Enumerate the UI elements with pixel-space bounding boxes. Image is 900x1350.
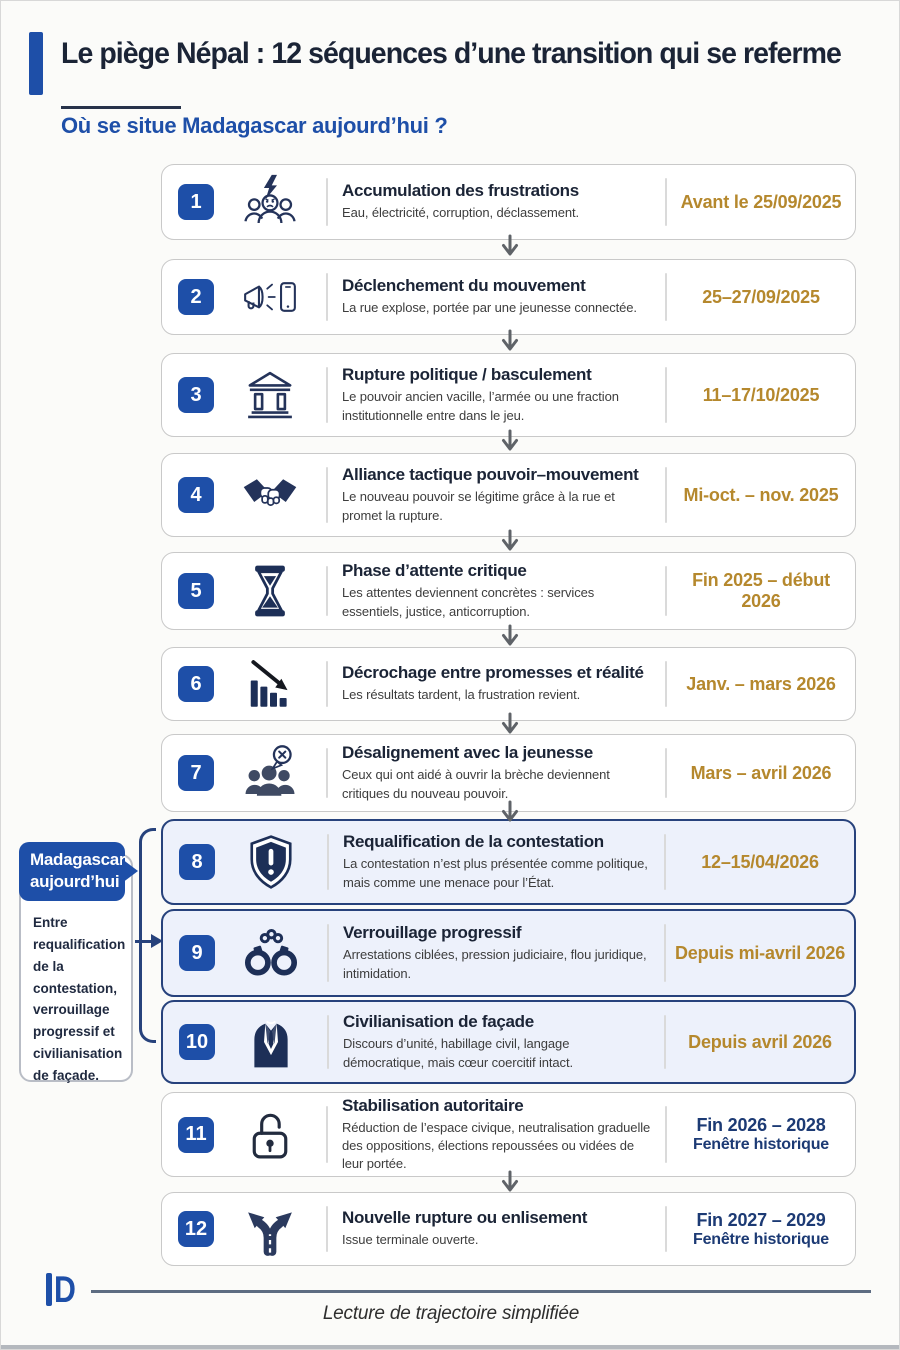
step-number: 4 xyxy=(190,483,202,506)
step-date: Fin 2026 – 2028 xyxy=(696,1115,826,1135)
step-texts xyxy=(328,1096,665,1174)
step-date-box xyxy=(667,1210,855,1249)
step-date-box xyxy=(667,1115,855,1154)
step-description: Ceux qui ont aidé à ouvrir la brèche deviennent critiques du nouveau pouvoir. xyxy=(342,767,610,801)
step-description: Discours d’unité, habillage civil, langage démocratique, mais cœur coercitif intact. xyxy=(343,1036,573,1070)
fork-road-icon xyxy=(214,1201,326,1257)
step-number-badge xyxy=(178,666,214,702)
step-texts xyxy=(328,1208,665,1249)
step-date-box xyxy=(666,852,854,873)
step-number: 6 xyxy=(190,672,202,695)
step-number: 1 xyxy=(190,190,202,213)
step-date-secondary: Fenêtre historique xyxy=(693,1136,829,1153)
sequence-card xyxy=(161,552,856,630)
step-description: Issue terminale ouverte. xyxy=(342,1232,479,1248)
annotation-banner: Madagascar aujourd’hui xyxy=(19,842,125,901)
step-date: Fin 2027 – 2029 xyxy=(696,1209,826,1230)
sequence-card xyxy=(161,1192,856,1266)
page-title: Le piège Népal : 12 séquences d’une transition qui se referme xyxy=(61,37,841,70)
step-title: Alliance tactique pouvoir–mouvement xyxy=(342,465,639,485)
page-bottom-strip xyxy=(1,1345,899,1349)
step-number-badge xyxy=(178,279,214,315)
step-date-box xyxy=(666,1032,854,1053)
step-description: Les résultats tardent, la frustration revient. xyxy=(342,687,581,703)
step-number-badge xyxy=(178,1117,214,1153)
page-subtitle: Où se situe Madagascar aujourd’hui ? xyxy=(61,113,448,138)
sequence-card xyxy=(161,453,856,537)
step-date-box xyxy=(667,192,855,213)
hourglass-icon xyxy=(214,563,326,619)
step-description: Les attentes deviennent concrètes : services essentiels, justice, anticorruption. xyxy=(342,585,595,619)
step-number: 2 xyxy=(190,285,202,308)
step-date-box xyxy=(667,570,855,612)
step-texts xyxy=(328,181,665,222)
annotation-arrow-icon xyxy=(151,934,163,948)
flow-arrow-icon xyxy=(501,234,519,260)
step-number: 11 xyxy=(185,1123,207,1145)
step-number: 8 xyxy=(191,850,203,873)
handcuffs-icon xyxy=(215,925,327,981)
step-title: Stabilisation autoritaire xyxy=(342,1095,524,1115)
step-date-box xyxy=(667,674,855,695)
step-date-box xyxy=(667,287,855,308)
logo-letter: D xyxy=(54,1268,76,1310)
step-number-badge xyxy=(179,935,215,971)
step-date: Mars – avril 2026 xyxy=(690,762,832,783)
step-description: Le nouveau pouvoir se légitime grâce à la rue et promet la rupture. xyxy=(342,489,615,523)
step-date-box xyxy=(667,763,855,784)
government-building-icon xyxy=(214,367,326,423)
step-number: 10 xyxy=(185,1030,209,1053)
step-number-badge xyxy=(179,1024,215,1060)
step-texts xyxy=(328,561,665,620)
annotation-banner-pointer xyxy=(122,859,138,883)
handshake-icon xyxy=(214,467,326,523)
step-date-box xyxy=(666,943,854,964)
step-texts xyxy=(328,276,665,317)
sequence-card xyxy=(161,909,856,997)
step-title: Décrochage entre promesses et réalité xyxy=(342,663,644,683)
sequence-card xyxy=(161,647,856,721)
step-title: Civilianisation de façade xyxy=(343,1012,534,1032)
timeline xyxy=(1,1,899,1349)
step-number: 3 xyxy=(190,383,202,406)
sequence-card xyxy=(161,164,856,240)
step-title: Désalignement avec la jeunesse xyxy=(342,743,593,763)
step-texts xyxy=(328,663,665,704)
flow-arrow-icon xyxy=(501,1170,519,1196)
footer-caption: Lecture de trajectoire simplifiée xyxy=(322,1303,580,1324)
sequence-card xyxy=(161,1092,856,1177)
step-date-box xyxy=(667,385,855,406)
step-date: Depuis avril 2026 xyxy=(688,1031,832,1052)
sequence-card xyxy=(161,259,856,335)
flow-arrow-icon xyxy=(501,712,519,738)
chart-down-icon xyxy=(214,656,326,712)
step-number-badge xyxy=(178,755,214,791)
flow-arrow-icon xyxy=(501,800,519,826)
step-number-badge xyxy=(178,573,214,609)
step-date: 25–27/09/2025 xyxy=(702,286,820,307)
step-date: Fin 2025 – début 2026 xyxy=(692,570,830,611)
step-description: Le pouvoir ancien vacille, l’armée ou une fraction institutionnelle entre dans le jeu. xyxy=(342,389,619,423)
step-number: 9 xyxy=(191,941,203,964)
padlock-open-icon xyxy=(214,1107,326,1163)
step-date-secondary: Fenêtre historique xyxy=(693,1230,829,1248)
step-texts xyxy=(328,465,665,524)
step-date-box xyxy=(667,485,855,506)
step-date: Avant le 25/09/2025 xyxy=(680,191,842,212)
step-title: Phase d’attente critique xyxy=(342,561,527,581)
step-title: Accumulation des frustrations xyxy=(342,181,579,201)
step-description: La contestation n’est plus présentée comme politique, mais comme une menace pour l’État. xyxy=(343,856,648,890)
shield-exclamation-icon xyxy=(215,834,327,890)
step-date: Janv. – mars 2026 xyxy=(686,673,836,694)
step-title: Requalification de la contestation xyxy=(343,832,604,852)
step-texts xyxy=(329,923,664,982)
megaphone-phone-icon xyxy=(214,269,326,325)
step-description: Eau, électricité, corruption, déclassement. xyxy=(342,205,580,221)
crowd-bolt-icon xyxy=(214,174,326,230)
step-texts xyxy=(328,365,665,424)
step-texts xyxy=(329,1012,664,1071)
step-number-badge xyxy=(178,377,214,413)
step-title: Déclenchement du mouvement xyxy=(342,276,586,296)
footer-divider xyxy=(91,1290,871,1293)
suit-jacket-icon xyxy=(215,1014,327,1070)
flow-arrow-icon xyxy=(501,529,519,555)
people-x-bubble-icon xyxy=(214,745,326,801)
sequence-card xyxy=(161,1000,856,1084)
flow-arrow-icon xyxy=(501,429,519,455)
step-title: Rupture politique / basculement xyxy=(342,365,592,385)
step-date: Mi-oct. – nov. 2025 xyxy=(683,484,839,505)
step-number-badge xyxy=(179,844,215,880)
step-date: Depuis mi-avril 2026 xyxy=(674,942,846,963)
step-date: 11–17/10/2025 xyxy=(702,384,820,405)
annotation-note: Entre requalification de la contestation, verrouillage progressif et civilianisation de façade. xyxy=(19,854,133,1082)
step-texts xyxy=(328,743,665,802)
sequence-card xyxy=(161,353,856,437)
sequence-card xyxy=(161,819,856,905)
step-date: 12–15/04/2026 xyxy=(701,851,819,872)
step-number-badge xyxy=(178,477,214,513)
footer-logo xyxy=(46,1268,81,1310)
step-texts xyxy=(329,832,664,891)
step-title: Nouvelle rupture ou enlisement xyxy=(342,1208,588,1228)
step-title: Verrouillage progressif xyxy=(343,923,522,943)
step-description: Réduction de l’espace civique, neutralisation graduelle des oppositions, élections repoussées ou vidées de leur portée. xyxy=(342,1119,651,1172)
step-description: Arrestations ciblées, pression judiciaire, flou juridique, intimidation. xyxy=(343,947,647,981)
flow-arrow-icon xyxy=(501,329,519,355)
step-description: La rue explose, portée par une jeunesse connectée. xyxy=(342,300,637,316)
flow-arrow-icon xyxy=(501,624,519,650)
step-number: 7 xyxy=(190,761,202,784)
step-number: 5 xyxy=(190,579,202,602)
step-number-badge xyxy=(178,1211,214,1247)
annotation-arrow-line xyxy=(135,940,151,943)
step-number-badge xyxy=(178,184,214,220)
logo-bar xyxy=(46,1273,52,1306)
step-number: 12 xyxy=(184,1217,208,1240)
